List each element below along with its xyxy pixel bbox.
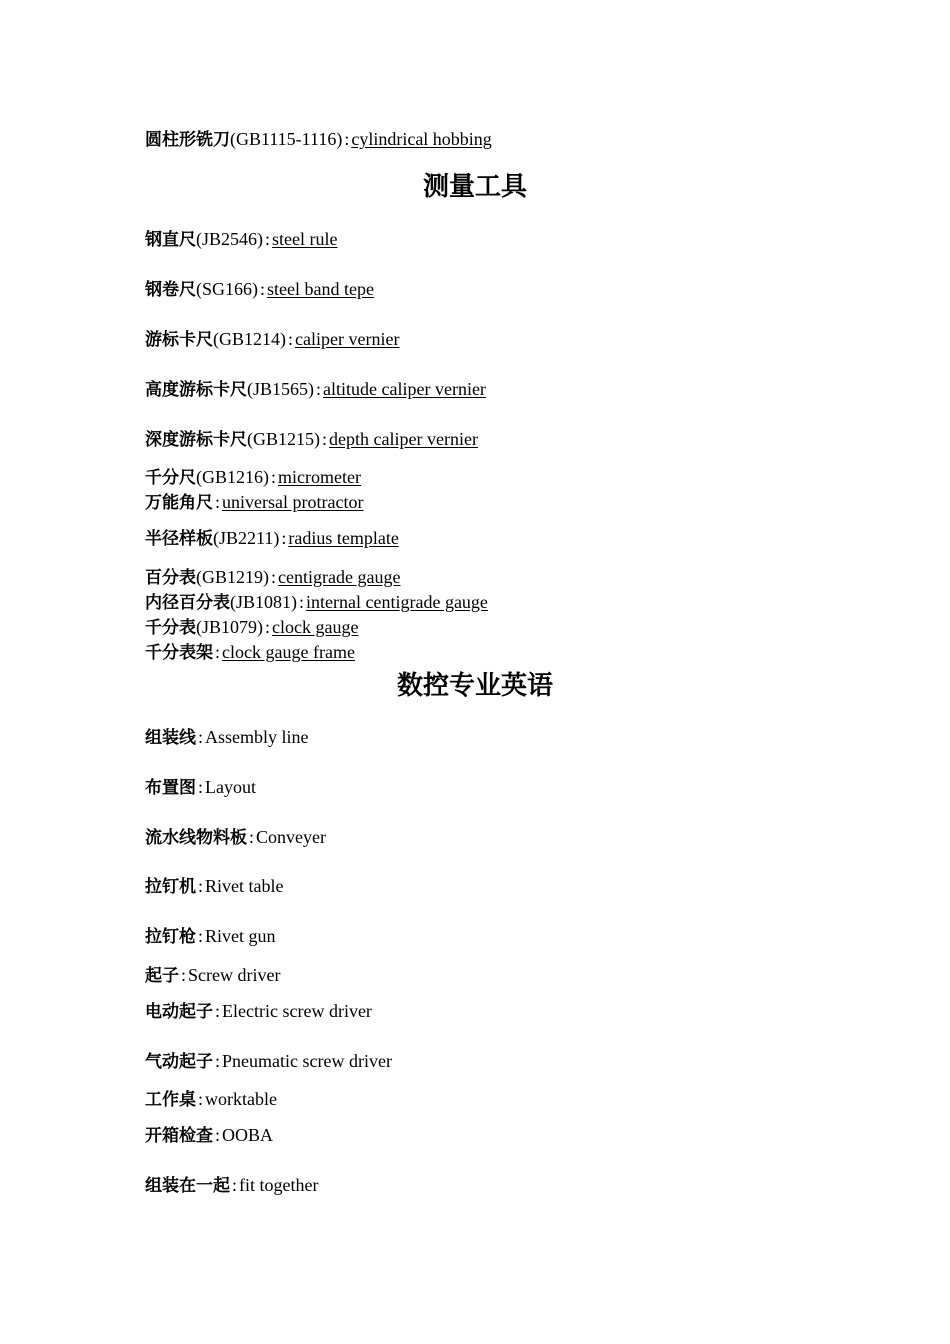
entry-english: Conveyer — [256, 827, 326, 847]
entry-english: Screw driver — [188, 965, 281, 985]
entry-separator: : — [232, 1175, 238, 1195]
entry-separator: : — [198, 777, 204, 797]
entry-separator: : — [299, 592, 305, 612]
entry-universal-protractor — [145, 491, 363, 514]
entry-term: 拉钉机 — [145, 877, 196, 897]
entry-separator: : — [215, 1001, 221, 1021]
entry-english-link[interactable]: universal protractor — [222, 492, 364, 512]
entry-separator: : — [316, 379, 322, 399]
entry-code: (JB2211) — [213, 528, 280, 548]
entry-separator: : — [215, 1125, 221, 1145]
entry-english: Electric screw driver — [222, 1001, 372, 1021]
entry-altitude-caliper-vernier — [145, 378, 486, 401]
entry-separator: : — [181, 965, 187, 985]
entry-centigrade-gauge — [145, 566, 400, 589]
entry-english: Rivet gun — [205, 926, 276, 946]
section-title-measuring-tools: 测量工具 — [422, 172, 527, 202]
entry-separator: : — [249, 827, 255, 847]
entry-separator: : — [271, 567, 277, 587]
entry-pneumatic-screw-driver — [145, 1050, 392, 1073]
entry-code: (JB1081) — [230, 592, 297, 612]
entry-separator: : — [281, 528, 287, 548]
entry-term: 开箱检查 — [145, 1126, 213, 1146]
entry-term: 游标卡尺 — [145, 330, 213, 350]
entry-term: 百分表 — [145, 568, 196, 588]
entry-english-link[interactable]: depth caliper vernier — [329, 429, 478, 449]
entry-code: (JB1079) — [196, 617, 263, 637]
entry-code: (JB2546) — [196, 229, 263, 249]
entry-english: Assembly line — [205, 727, 309, 747]
entry-rivet-gun — [145, 925, 276, 948]
entry-english: fit together — [239, 1175, 319, 1195]
entry-internal-centigrade-gauge — [145, 591, 488, 614]
entry-english: Layout — [205, 777, 257, 797]
entry-term: 深度游标卡尺 — [145, 430, 247, 450]
entry-english: Rivet table — [205, 876, 284, 896]
entry-assembly-line — [145, 726, 309, 749]
entry-conveyer — [145, 826, 326, 849]
entry-term: 组装线 — [145, 728, 196, 748]
entry-caliper-vernier — [145, 328, 399, 351]
entry-clock-gauge-frame — [145, 641, 355, 664]
entry-separator: : — [265, 229, 271, 249]
entry-rivet-table — [145, 875, 284, 898]
entry-steel-band-tepe — [145, 278, 374, 301]
entry-separator: : — [198, 876, 204, 896]
entry-depth-caliper-vernier — [145, 428, 478, 451]
entry-term: 组装在一起 — [145, 1176, 230, 1196]
entry-term: 布置图 — [145, 778, 196, 798]
entry-term: 电动起子 — [145, 1002, 213, 1022]
entry-term: 千分尺 — [145, 468, 196, 488]
entry-code: (JB1565) — [247, 379, 314, 399]
entry-layout — [145, 776, 256, 799]
entry-code: (GB1216) — [196, 467, 269, 487]
entry-english-link[interactable]: centigrade gauge — [278, 567, 401, 587]
entry-separator: : — [265, 617, 271, 637]
entry-fit-together — [145, 1174, 319, 1197]
entry-term: 气动起子 — [145, 1052, 213, 1072]
entry-separator: : — [344, 129, 350, 149]
entry-separator: : — [198, 926, 204, 946]
entry-term: 内径百分表 — [145, 593, 230, 613]
entry-term: 拉钉枪 — [145, 927, 196, 947]
entry-code: (GB1215) — [247, 429, 320, 449]
entry-code: (GB1115-1116) — [230, 129, 343, 149]
entry-english: OOBA — [222, 1125, 274, 1145]
entry-english-link[interactable]: cylindrical hobbing — [351, 129, 492, 149]
entry-english: worktable — [205, 1089, 277, 1109]
entry-separator: : — [288, 329, 294, 349]
entry-english-link[interactable]: steel band tepe — [267, 279, 374, 299]
entry-code: (GB1219) — [196, 567, 269, 587]
entry-english-link[interactable]: micrometer — [278, 467, 361, 487]
section-title-cnc-english: 数控专业英语 — [396, 671, 553, 701]
entry-separator: : — [215, 492, 221, 512]
entry-english-link[interactable]: clock gauge — [272, 617, 359, 637]
entry-separator: : — [322, 429, 328, 449]
entry-screw-driver — [145, 964, 280, 987]
entry-term: 工作桌 — [145, 1090, 196, 1110]
entry-term: 流水线物料板 — [145, 828, 247, 848]
entry-micrometer — [145, 466, 361, 489]
entry-english-link[interactable]: clock gauge frame — [222, 642, 355, 662]
entry-term: 千分表 — [145, 618, 196, 638]
entry-ooba — [145, 1124, 273, 1147]
entry-term: 千分表架 — [145, 643, 213, 663]
entry-code: (GB1214) — [213, 329, 286, 349]
entry-english: Pneumatic screw driver — [222, 1051, 392, 1071]
entry-code: (SG166) — [196, 279, 258, 299]
entry-steel-rule — [145, 228, 338, 251]
entry-english-link[interactable]: radius template — [288, 528, 399, 548]
entry-english-link[interactable]: internal centigrade gauge — [306, 592, 488, 612]
entry-term: 高度游标卡尺 — [145, 380, 247, 400]
entry-separator: : — [198, 1089, 204, 1109]
entry-separator: : — [260, 279, 266, 299]
entry-separator: : — [215, 642, 221, 662]
entry-radius-template — [145, 527, 399, 550]
entry-english-link[interactable]: altitude caliper vernier — [323, 379, 486, 399]
entry-term: 半径样板 — [145, 529, 213, 549]
entry-worktable — [145, 1088, 277, 1111]
entry-cylindrical-hobbing — [145, 128, 492, 151]
entry-term: 圆柱形铣刀 — [145, 130, 230, 150]
entry-clock-gauge — [145, 616, 358, 639]
entry-english-link[interactable]: steel rule — [272, 229, 338, 249]
entry-separator: : — [271, 467, 277, 487]
entry-term: 钢卷尺 — [145, 280, 196, 300]
entry-separator: : — [215, 1051, 221, 1071]
entry-term: 起子 — [145, 966, 179, 986]
entry-term: 钢直尺 — [145, 230, 196, 250]
entry-separator: : — [198, 727, 204, 747]
entry-term: 万能角尺 — [145, 493, 213, 513]
entry-electric-screw-driver — [145, 1000, 372, 1023]
entry-english-link[interactable]: caliper vernier — [295, 329, 400, 349]
